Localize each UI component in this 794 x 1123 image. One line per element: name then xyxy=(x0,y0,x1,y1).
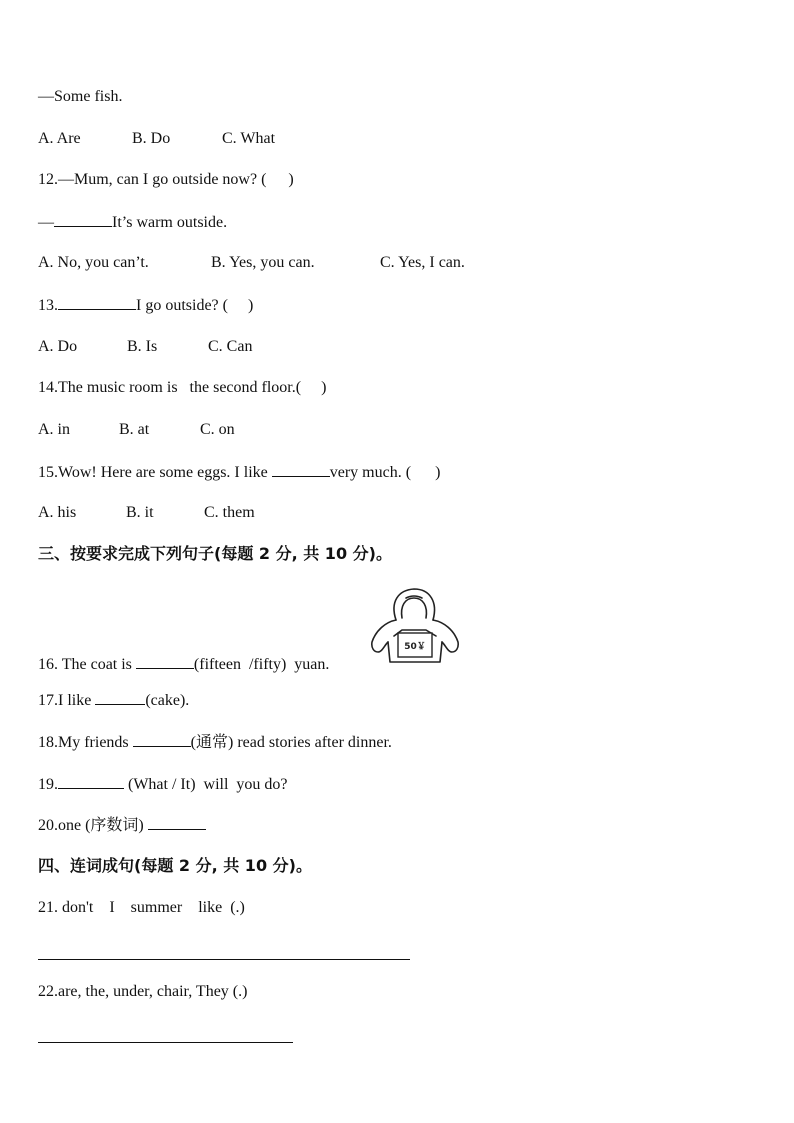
q15-option-a[interactable]: A. his xyxy=(38,504,77,521)
q15-text-before: 15.Wow! Here are some eggs. I like xyxy=(38,464,272,481)
q18-text-before: 18.My friends xyxy=(38,734,133,751)
coat-left-sleeve xyxy=(372,620,396,652)
question-18 xyxy=(38,732,392,753)
q22-answer-line[interactable] xyxy=(38,1042,293,1043)
q12-reply-text: It’s warm outside. xyxy=(112,214,228,231)
q15-option-c[interactable]: C. them xyxy=(204,504,255,521)
q16-text-before: 16. The coat is xyxy=(38,656,136,673)
q21-answer-line[interactable] xyxy=(38,959,410,960)
question-15 xyxy=(38,462,440,483)
q16-text-after: (fifteen /fifty) yuan. xyxy=(193,656,330,673)
coat-hood-outer xyxy=(394,589,434,620)
q12-prompt: —Mum, can I go outside now? ( xyxy=(58,171,267,188)
q20-text: 20.one (序数词) xyxy=(38,817,148,834)
question-17 xyxy=(38,690,189,711)
q15-answer-paren[interactable] xyxy=(411,463,435,477)
question-21: 21. don't I summer like (.) xyxy=(38,899,245,916)
q17-text-after: (cake). xyxy=(145,692,190,709)
question-12 xyxy=(38,170,294,190)
question-20 xyxy=(38,815,206,836)
q13-paren-close: ) xyxy=(247,297,254,314)
q17-text-before: 17.I like xyxy=(38,692,96,709)
prev-option-a[interactable]: A. Are xyxy=(38,130,81,147)
q12-reply-dash: — xyxy=(38,214,54,231)
q14-option-a[interactable]: A. in xyxy=(38,421,70,438)
question-13 xyxy=(38,295,253,316)
q12-reply xyxy=(38,212,227,233)
q15-text-after: very much. ( xyxy=(329,464,412,481)
q14-paren-close: ) xyxy=(321,379,327,396)
q19-text-after: (What / It) will you do? xyxy=(124,776,288,793)
question-14 xyxy=(38,378,326,398)
q18-blank[interactable] xyxy=(133,732,191,747)
q13-number: 13. xyxy=(38,297,58,314)
q12-options xyxy=(38,253,465,273)
q13-blank[interactable] xyxy=(58,295,136,310)
q15-paren-close: ) xyxy=(435,464,441,481)
prev-options xyxy=(38,129,275,149)
q12-option-c[interactable]: C. Yes, I can. xyxy=(380,254,465,271)
coat-illustration xyxy=(368,586,462,670)
q14-options xyxy=(38,420,235,440)
q19-blank[interactable] xyxy=(58,774,124,789)
q14-option-b[interactable]: B. at xyxy=(119,421,150,438)
q13-option-c[interactable]: C. Can xyxy=(208,338,253,355)
q15-option-b[interactable]: B. it xyxy=(126,504,154,521)
prev-option-c[interactable]: C. What xyxy=(222,130,276,147)
q14-option-c[interactable]: C. on xyxy=(200,421,235,438)
q17-blank[interactable] xyxy=(95,690,145,705)
question-16 xyxy=(38,654,329,675)
q12-number: 12. xyxy=(38,171,58,188)
q12-option-b[interactable]: B. Yes, you can. xyxy=(211,254,315,271)
prev-option-b[interactable]: B. Do xyxy=(132,130,171,147)
coat-price-text: 50￥ xyxy=(404,642,426,652)
q12-blank[interactable] xyxy=(54,212,112,227)
coat-hood-inner xyxy=(402,598,427,618)
q18-text-after: (通常) read stories after dinner. xyxy=(190,734,392,751)
q13-answer-paren[interactable] xyxy=(228,296,248,310)
question-19 xyxy=(38,774,288,795)
section-4-title: 四、连词成句(每题 2 分, 共 10 分)。 xyxy=(38,856,312,875)
q15-options xyxy=(38,503,255,523)
q13-option-a[interactable]: A. Do xyxy=(38,338,78,355)
q20-blank[interactable] xyxy=(148,815,206,830)
q13-text: I go outside? ( xyxy=(136,297,228,314)
section-3-title: 三、按要求完成下列句子(每题 2 分, 共 10 分)。 xyxy=(38,544,392,563)
q12-option-a[interactable]: A. No, you can’t. xyxy=(38,254,149,271)
question-22: 22.are, the, under, chair, They (.) xyxy=(38,983,248,1000)
q12-answer-paren[interactable] xyxy=(266,170,288,184)
q14-answer-paren[interactable] xyxy=(301,378,321,392)
q14-text: 14.The music room is the second floor.( xyxy=(38,379,302,396)
q15-blank[interactable] xyxy=(272,462,330,477)
q16-blank[interactable] xyxy=(136,654,194,669)
q12-paren-close: ) xyxy=(288,171,294,188)
q13-option-b[interactable]: B. Is xyxy=(127,338,158,355)
q13-options xyxy=(38,337,252,357)
prev-answer-line xyxy=(38,87,122,107)
prev-answer: —Some fish. xyxy=(38,88,123,105)
q19-number: 19. xyxy=(38,776,58,793)
